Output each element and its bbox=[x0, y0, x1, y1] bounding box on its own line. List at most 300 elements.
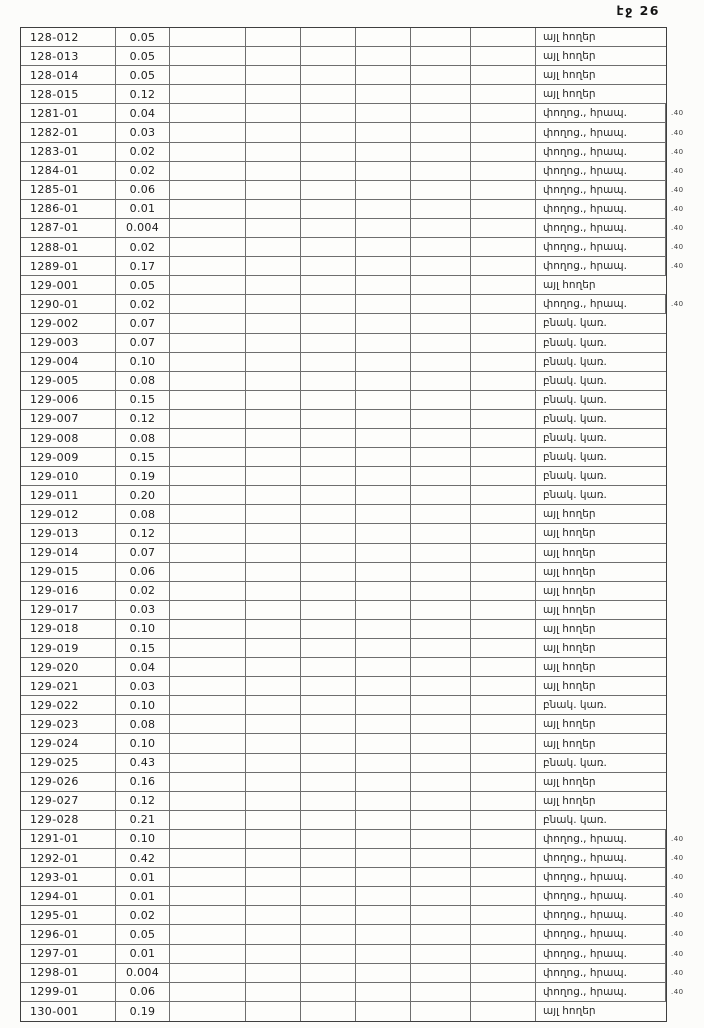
table-row bbox=[21, 295, 684, 314]
empty-cell bbox=[411, 123, 471, 141]
area-value-cell: 0.05 bbox=[116, 925, 170, 943]
area-value-cell: 0.15 bbox=[116, 639, 170, 657]
parcel-code-cell: 129-005 bbox=[21, 372, 116, 390]
empty-cell bbox=[170, 887, 246, 905]
empty-cell bbox=[301, 754, 356, 772]
parcel-code-cell: 1299-01 bbox=[21, 983, 116, 1001]
land-use-cell: այլ հողեր bbox=[543, 546, 596, 559]
empty-cell bbox=[246, 505, 301, 523]
table-row bbox=[21, 1002, 666, 1021]
empty-cell bbox=[471, 1002, 536, 1021]
land-use-cell: փողոց., հրապ. bbox=[536, 945, 666, 963]
land-use-cell: փողոց., հրապ. bbox=[536, 849, 666, 867]
area-value-cell: 0.02 bbox=[116, 906, 170, 924]
empty-cell bbox=[301, 925, 356, 943]
area-value-cell: 0.17 bbox=[116, 257, 170, 275]
land-use-cell: այլ հողեր bbox=[543, 50, 596, 63]
empty-cell bbox=[411, 353, 471, 371]
empty-cell bbox=[301, 448, 356, 466]
empty-cell bbox=[246, 181, 301, 199]
land-use-cell: բնակ. կառ. bbox=[543, 374, 607, 387]
parcel-code-cell: 129-010 bbox=[21, 467, 116, 485]
empty-cell bbox=[301, 544, 356, 562]
parcel-code-cell: 1288-01 bbox=[21, 238, 116, 256]
empty-cell bbox=[356, 887, 411, 905]
empty-cell bbox=[356, 811, 411, 829]
empty-cell bbox=[411, 620, 471, 638]
parcel-code-cell: 1287-01 bbox=[21, 219, 116, 237]
empty-cell bbox=[246, 658, 301, 676]
land-use-cell: այլ հողեր bbox=[543, 794, 596, 807]
empty-cell bbox=[356, 505, 411, 523]
parcel-code-cell: 1286-01 bbox=[21, 200, 116, 218]
area-value-cell: 0.08 bbox=[116, 715, 170, 733]
empty-cell bbox=[471, 887, 536, 905]
empty-cell bbox=[301, 123, 356, 141]
table-row bbox=[21, 773, 666, 792]
empty-cell bbox=[471, 830, 536, 848]
table-row bbox=[21, 906, 684, 925]
empty-cell bbox=[246, 162, 301, 180]
parcel-code-cell: 129-017 bbox=[21, 601, 116, 619]
empty-cell bbox=[301, 219, 356, 237]
table-row bbox=[21, 143, 684, 162]
empty-cell bbox=[246, 1002, 301, 1021]
parcel-code-cell: 1290-01 bbox=[21, 295, 116, 313]
land-use-cell: այլ հողեր bbox=[543, 603, 596, 616]
empty-cell bbox=[356, 429, 411, 447]
parcel-code-cell: 129-011 bbox=[21, 486, 116, 504]
area-value-cell: 0.10 bbox=[116, 620, 170, 638]
table-row bbox=[21, 28, 666, 47]
table-row bbox=[21, 276, 666, 295]
empty-cell bbox=[246, 391, 301, 409]
empty-cell bbox=[170, 945, 246, 963]
margin-note: .40 bbox=[671, 854, 684, 863]
empty-cell bbox=[246, 66, 301, 84]
table-row bbox=[21, 620, 666, 639]
empty-cell bbox=[356, 582, 411, 600]
parcel-code-cell: 129-027 bbox=[21, 792, 116, 810]
empty-cell bbox=[411, 754, 471, 772]
empty-cell bbox=[170, 925, 246, 943]
area-value-cell: 0.07 bbox=[116, 334, 170, 352]
empty-cell bbox=[301, 792, 356, 810]
table-row bbox=[21, 467, 666, 486]
empty-cell bbox=[246, 734, 301, 752]
table-row bbox=[21, 658, 666, 677]
empty-cell bbox=[170, 868, 246, 886]
area-value-cell: 0.04 bbox=[116, 658, 170, 676]
empty-cell bbox=[170, 849, 246, 867]
parcel-code-cell: 129-016 bbox=[21, 582, 116, 600]
table-row bbox=[21, 887, 684, 906]
empty-cell bbox=[411, 429, 471, 447]
land-use-cell: այլ հողեր bbox=[543, 642, 596, 655]
empty-cell bbox=[246, 276, 301, 294]
empty-cell bbox=[170, 792, 246, 810]
empty-cell bbox=[246, 486, 301, 504]
margin-note: .40 bbox=[671, 300, 684, 309]
parcel-code-cell: 128-013 bbox=[21, 47, 116, 65]
margin-note: .40 bbox=[671, 262, 684, 271]
land-use-cell: այլ հողեր bbox=[543, 1005, 596, 1018]
land-use-cell: փողոց., հրապ. bbox=[536, 830, 666, 848]
empty-cell bbox=[471, 906, 536, 924]
empty-cell bbox=[246, 696, 301, 714]
empty-cell bbox=[301, 639, 356, 657]
empty-cell bbox=[170, 104, 246, 122]
empty-cell bbox=[356, 200, 411, 218]
empty-cell bbox=[471, 219, 536, 237]
empty-cell bbox=[411, 295, 471, 313]
empty-cell bbox=[246, 429, 301, 447]
margin-note: .40 bbox=[671, 204, 684, 213]
empty-cell bbox=[356, 143, 411, 161]
area-value-cell: 0.20 bbox=[116, 486, 170, 504]
table-row bbox=[21, 945, 684, 964]
empty-cell bbox=[471, 715, 536, 733]
empty-cell bbox=[471, 200, 536, 218]
area-value-cell: 0.02 bbox=[116, 582, 170, 600]
land-use-cell: բնակ. կառ. bbox=[543, 432, 607, 445]
empty-cell bbox=[170, 582, 246, 600]
table-row bbox=[21, 754, 666, 773]
area-value-cell: 0.08 bbox=[116, 372, 170, 390]
empty-cell bbox=[170, 123, 246, 141]
empty-cell bbox=[471, 47, 536, 65]
parcel-code-cell: 1283-01 bbox=[21, 143, 116, 161]
empty-cell bbox=[246, 28, 301, 46]
empty-cell bbox=[411, 410, 471, 428]
land-use-cell: բնակ. կառ. bbox=[543, 393, 607, 406]
empty-cell bbox=[301, 1002, 356, 1021]
empty-cell bbox=[301, 964, 356, 982]
empty-cell bbox=[246, 524, 301, 542]
empty-cell bbox=[246, 830, 301, 848]
parcel-code-cell: 129-012 bbox=[21, 505, 116, 523]
empty-cell bbox=[411, 983, 471, 1001]
empty-cell bbox=[246, 563, 301, 581]
empty-cell bbox=[246, 334, 301, 352]
empty-cell bbox=[301, 295, 356, 313]
parcel-code-cell: 129-014 bbox=[21, 544, 116, 562]
table-row bbox=[21, 983, 684, 1002]
parcel-code-cell: 129-003 bbox=[21, 334, 116, 352]
empty-cell bbox=[471, 372, 536, 390]
table-row bbox=[21, 123, 684, 142]
empty-cell bbox=[301, 811, 356, 829]
empty-cell bbox=[356, 314, 411, 332]
empty-cell bbox=[170, 486, 246, 504]
table-row bbox=[21, 696, 666, 715]
margin-note: .40 bbox=[671, 128, 684, 137]
empty-cell bbox=[411, 563, 471, 581]
land-use-cell: փողոց., հրապ. bbox=[536, 964, 666, 982]
parcel-code-cell: 129-025 bbox=[21, 754, 116, 772]
empty-cell bbox=[246, 868, 301, 886]
empty-cell bbox=[471, 811, 536, 829]
empty-cell bbox=[471, 467, 536, 485]
area-value-cell: 0.01 bbox=[116, 200, 170, 218]
empty-cell bbox=[356, 544, 411, 562]
land-use-cell: այլ հողեր bbox=[543, 565, 596, 578]
table-row bbox=[21, 830, 684, 849]
empty-cell bbox=[301, 181, 356, 199]
empty-cell bbox=[356, 983, 411, 1001]
land-use-cell: այլ հողեր bbox=[543, 775, 596, 788]
empty-cell bbox=[411, 448, 471, 466]
land-use-cell: բնակ. կառ. bbox=[543, 355, 607, 368]
table-row bbox=[21, 486, 666, 505]
empty-cell bbox=[246, 925, 301, 943]
empty-cell bbox=[471, 85, 536, 103]
empty-cell bbox=[301, 773, 356, 791]
empty-cell bbox=[471, 410, 536, 428]
table-row bbox=[21, 85, 666, 104]
area-value-cell: 0.10 bbox=[116, 830, 170, 848]
empty-cell bbox=[471, 295, 536, 313]
land-use-cell: այլ հողեր bbox=[543, 508, 596, 521]
land-use-cell: փողոց., հրապ. bbox=[536, 925, 666, 943]
empty-cell bbox=[471, 563, 536, 581]
table-row bbox=[21, 964, 684, 983]
empty-cell bbox=[411, 85, 471, 103]
empty-cell bbox=[411, 601, 471, 619]
parcel-code-cell: 1281-01 bbox=[21, 104, 116, 122]
empty-cell bbox=[471, 314, 536, 332]
empty-cell bbox=[170, 505, 246, 523]
empty-cell bbox=[301, 66, 356, 84]
empty-cell bbox=[170, 696, 246, 714]
land-use-cell: փողոց., հրապ. bbox=[536, 200, 666, 218]
margin-note: .40 bbox=[671, 949, 684, 958]
table-row bbox=[21, 372, 666, 391]
empty-cell bbox=[411, 639, 471, 657]
empty-cell bbox=[301, 524, 356, 542]
margin-note: .40 bbox=[671, 968, 684, 977]
empty-cell bbox=[411, 1002, 471, 1021]
parcel-code-cell: 1292-01 bbox=[21, 849, 116, 867]
empty-cell bbox=[356, 334, 411, 352]
empty-cell bbox=[301, 677, 356, 695]
parcel-code-cell: 129-008 bbox=[21, 429, 116, 447]
empty-cell bbox=[471, 945, 536, 963]
empty-cell bbox=[471, 639, 536, 657]
empty-cell bbox=[301, 696, 356, 714]
empty-cell bbox=[170, 85, 246, 103]
empty-cell bbox=[301, 715, 356, 733]
table-row bbox=[21, 353, 666, 372]
parcel-code-cell: 1294-01 bbox=[21, 887, 116, 905]
empty-cell bbox=[356, 715, 411, 733]
empty-cell bbox=[356, 410, 411, 428]
table-row bbox=[21, 334, 666, 353]
empty-cell bbox=[170, 314, 246, 332]
empty-cell bbox=[246, 754, 301, 772]
area-value-cell: 0.004 bbox=[116, 964, 170, 982]
empty-cell bbox=[471, 162, 536, 180]
empty-cell bbox=[411, 925, 471, 943]
empty-cell bbox=[411, 314, 471, 332]
margin-note: .40 bbox=[671, 987, 684, 996]
area-value-cell: 0.12 bbox=[116, 524, 170, 542]
empty-cell bbox=[170, 257, 246, 275]
table-row bbox=[21, 66, 666, 85]
table-row bbox=[21, 505, 666, 524]
land-use-cell: փողոց., հրապ. bbox=[536, 143, 666, 161]
area-value-cell: 0.19 bbox=[116, 1002, 170, 1021]
area-value-cell: 0.43 bbox=[116, 754, 170, 772]
area-value-cell: 0.10 bbox=[116, 696, 170, 714]
empty-cell bbox=[301, 563, 356, 581]
parcel-code-cell: 130-001 bbox=[21, 1002, 116, 1021]
empty-cell bbox=[170, 983, 246, 1001]
empty-cell bbox=[411, 104, 471, 122]
area-value-cell: 0.21 bbox=[116, 811, 170, 829]
empty-cell bbox=[356, 696, 411, 714]
parcel-code-cell: 1285-01 bbox=[21, 181, 116, 199]
empty-cell bbox=[411, 945, 471, 963]
empty-cell bbox=[471, 448, 536, 466]
parcel-code-cell: 129-001 bbox=[21, 276, 116, 294]
land-use-cell: փողոց., հրապ. bbox=[536, 104, 666, 122]
empty-cell bbox=[471, 181, 536, 199]
area-value-cell: 0.03 bbox=[116, 601, 170, 619]
empty-cell bbox=[471, 964, 536, 982]
area-value-cell: 0.06 bbox=[116, 983, 170, 1001]
empty-cell bbox=[170, 276, 246, 294]
empty-cell bbox=[246, 715, 301, 733]
table-row bbox=[21, 524, 666, 543]
empty-cell bbox=[356, 601, 411, 619]
empty-cell bbox=[301, 200, 356, 218]
empty-cell bbox=[411, 391, 471, 409]
empty-cell bbox=[170, 620, 246, 638]
empty-cell bbox=[356, 868, 411, 886]
parcel-code-cell: 129-009 bbox=[21, 448, 116, 466]
table-row bbox=[21, 257, 684, 276]
land-use-cell: փողոց., հրապ. bbox=[536, 906, 666, 924]
area-value-cell: 0.03 bbox=[116, 677, 170, 695]
empty-cell bbox=[246, 200, 301, 218]
empty-cell bbox=[246, 677, 301, 695]
land-use-cell: այլ հողեր bbox=[543, 584, 596, 597]
empty-cell bbox=[356, 849, 411, 867]
land-use-cell: փողոց., հրապ. bbox=[536, 181, 666, 199]
table-row bbox=[21, 162, 684, 181]
empty-cell bbox=[301, 28, 356, 46]
empty-cell bbox=[301, 486, 356, 504]
parcel-code-cell: 1293-01 bbox=[21, 868, 116, 886]
land-use-cell: այլ հողեր bbox=[543, 279, 596, 292]
parcel-code-cell: 129-026 bbox=[21, 773, 116, 791]
empty-cell bbox=[301, 849, 356, 867]
empty-cell bbox=[301, 658, 356, 676]
empty-cell bbox=[356, 830, 411, 848]
area-value-cell: 0.05 bbox=[116, 47, 170, 65]
empty-cell bbox=[411, 257, 471, 275]
empty-cell bbox=[411, 505, 471, 523]
empty-cell bbox=[246, 372, 301, 390]
empty-cell bbox=[170, 353, 246, 371]
empty-cell bbox=[356, 906, 411, 924]
empty-cell bbox=[301, 582, 356, 600]
empty-cell bbox=[411, 544, 471, 562]
empty-cell bbox=[170, 372, 246, 390]
empty-cell bbox=[471, 334, 536, 352]
empty-cell bbox=[411, 811, 471, 829]
empty-cell bbox=[301, 601, 356, 619]
land-use-cell: բնակ. կառ. bbox=[543, 813, 607, 826]
empty-cell bbox=[170, 410, 246, 428]
empty-cell bbox=[356, 85, 411, 103]
empty-cell bbox=[356, 181, 411, 199]
empty-cell bbox=[356, 448, 411, 466]
empty-cell bbox=[170, 964, 246, 982]
empty-cell bbox=[356, 792, 411, 810]
empty-cell bbox=[356, 524, 411, 542]
empty-cell bbox=[301, 276, 356, 294]
parcel-code-cell: 129-013 bbox=[21, 524, 116, 542]
empty-cell bbox=[356, 162, 411, 180]
land-use-cell: բնակ. կառ. bbox=[543, 756, 607, 769]
empty-cell bbox=[246, 620, 301, 638]
empty-cell bbox=[246, 544, 301, 562]
area-value-cell: 0.05 bbox=[116, 276, 170, 294]
empty-cell bbox=[471, 658, 536, 676]
parcel-code-cell: 129-022 bbox=[21, 696, 116, 714]
area-value-cell: 0.08 bbox=[116, 429, 170, 447]
empty-cell bbox=[246, 47, 301, 65]
empty-cell bbox=[170, 200, 246, 218]
empty-cell bbox=[411, 162, 471, 180]
empty-cell bbox=[471, 773, 536, 791]
area-value-cell: 0.15 bbox=[116, 448, 170, 466]
empty-cell bbox=[411, 696, 471, 714]
empty-cell bbox=[246, 811, 301, 829]
empty-cell bbox=[246, 448, 301, 466]
parcel-code-cell: 1284-01 bbox=[21, 162, 116, 180]
area-value-cell: 0.08 bbox=[116, 505, 170, 523]
empty-cell bbox=[471, 276, 536, 294]
empty-cell bbox=[411, 887, 471, 905]
empty-cell bbox=[301, 983, 356, 1001]
empty-cell bbox=[246, 410, 301, 428]
empty-cell bbox=[170, 391, 246, 409]
empty-cell bbox=[356, 353, 411, 371]
empty-cell bbox=[170, 830, 246, 848]
empty-cell bbox=[301, 314, 356, 332]
empty-cell bbox=[246, 104, 301, 122]
empty-cell bbox=[356, 925, 411, 943]
empty-cell bbox=[411, 830, 471, 848]
empty-cell bbox=[411, 658, 471, 676]
empty-cell bbox=[301, 353, 356, 371]
area-value-cell: 0.01 bbox=[116, 887, 170, 905]
empty-cell bbox=[170, 658, 246, 676]
empty-cell bbox=[301, 85, 356, 103]
table-row bbox=[21, 314, 666, 333]
margin-note: .40 bbox=[671, 185, 684, 194]
margin-note: .40 bbox=[671, 243, 684, 252]
land-use-cell: բնակ. կառ. bbox=[543, 451, 607, 464]
land-use-cell: փողոց., հրապ. bbox=[536, 219, 666, 237]
empty-cell bbox=[471, 353, 536, 371]
empty-cell bbox=[246, 295, 301, 313]
margin-note: .40 bbox=[671, 109, 684, 118]
area-value-cell: 0.06 bbox=[116, 563, 170, 581]
